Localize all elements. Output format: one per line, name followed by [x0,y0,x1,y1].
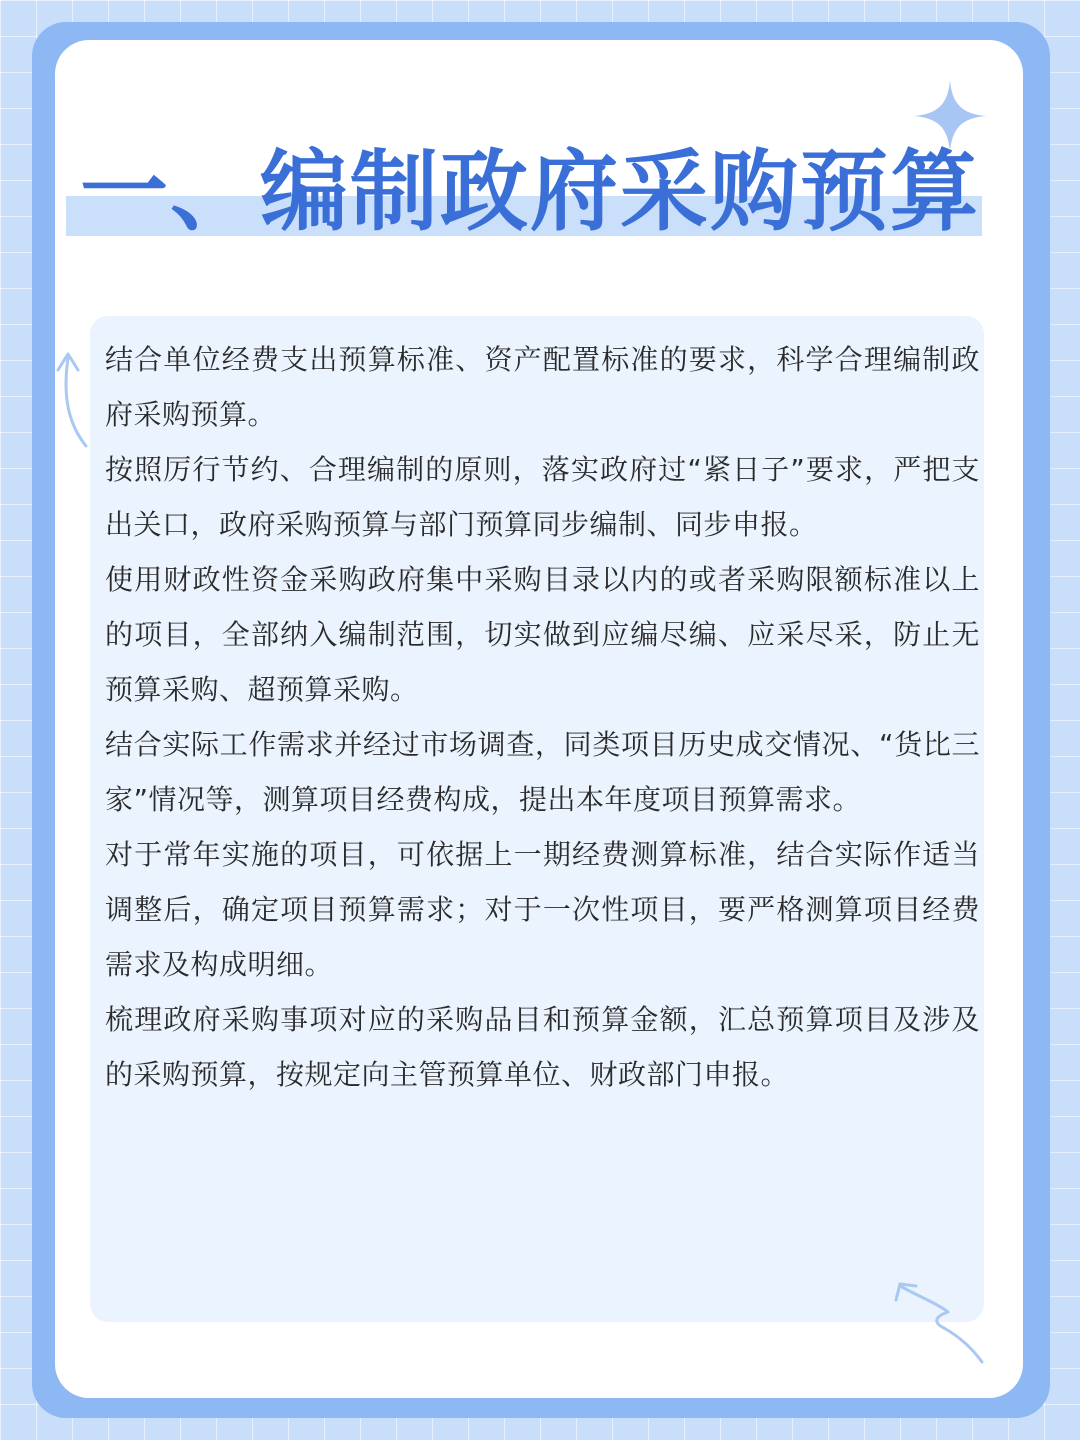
sparkle-icon [912,78,988,154]
paragraph-2: 按照厉行节约、合理编制的原则，落实政府过“紧日子”要求，严把支出关口，政府采购预算与部门预算同步编制、同步申报。 [105,453,980,541]
paragraph-1: 结合单位经费支出预算标准、资产配置标准的要求，科学合理编制政府采购预算。 [105,343,980,431]
swoosh-squiggle-icon [892,1278,992,1368]
swoosh-arrow-icon [52,340,112,450]
paragraph-4: 结合实际工作需求并经过市场调查，同类项目历史成交情况、“货比三家”情况等，测算项目经费构成，提出本年度项目预算需求。 [105,728,980,816]
paragraph-6: 梳理政府采购事项对应的采购品目和预算金额，汇总预算项目及涉及的采购预算，按规定向主管预算单位、财政部门申报。 [105,1003,980,1091]
paragraph-5: 对于常年实施的项目，可依据上一期经费测算标准，结合实际作适当调整后，确定项目预算需求；对于一次性项目，要严格测算项目经费需求及构成明细。 [105,838,980,981]
content-paragraphs [105,332,980,1102]
paragraph-3: 使用财政性资金采购政府集中采购目录以内的或者采购限额标准以上的项目，全部纳入编制范围，切实做到应编尽编、应采尽采，防止无预算采购、超预算采购。 [105,563,980,706]
page-title: 一、编制政府采购预算 [80,140,981,243]
